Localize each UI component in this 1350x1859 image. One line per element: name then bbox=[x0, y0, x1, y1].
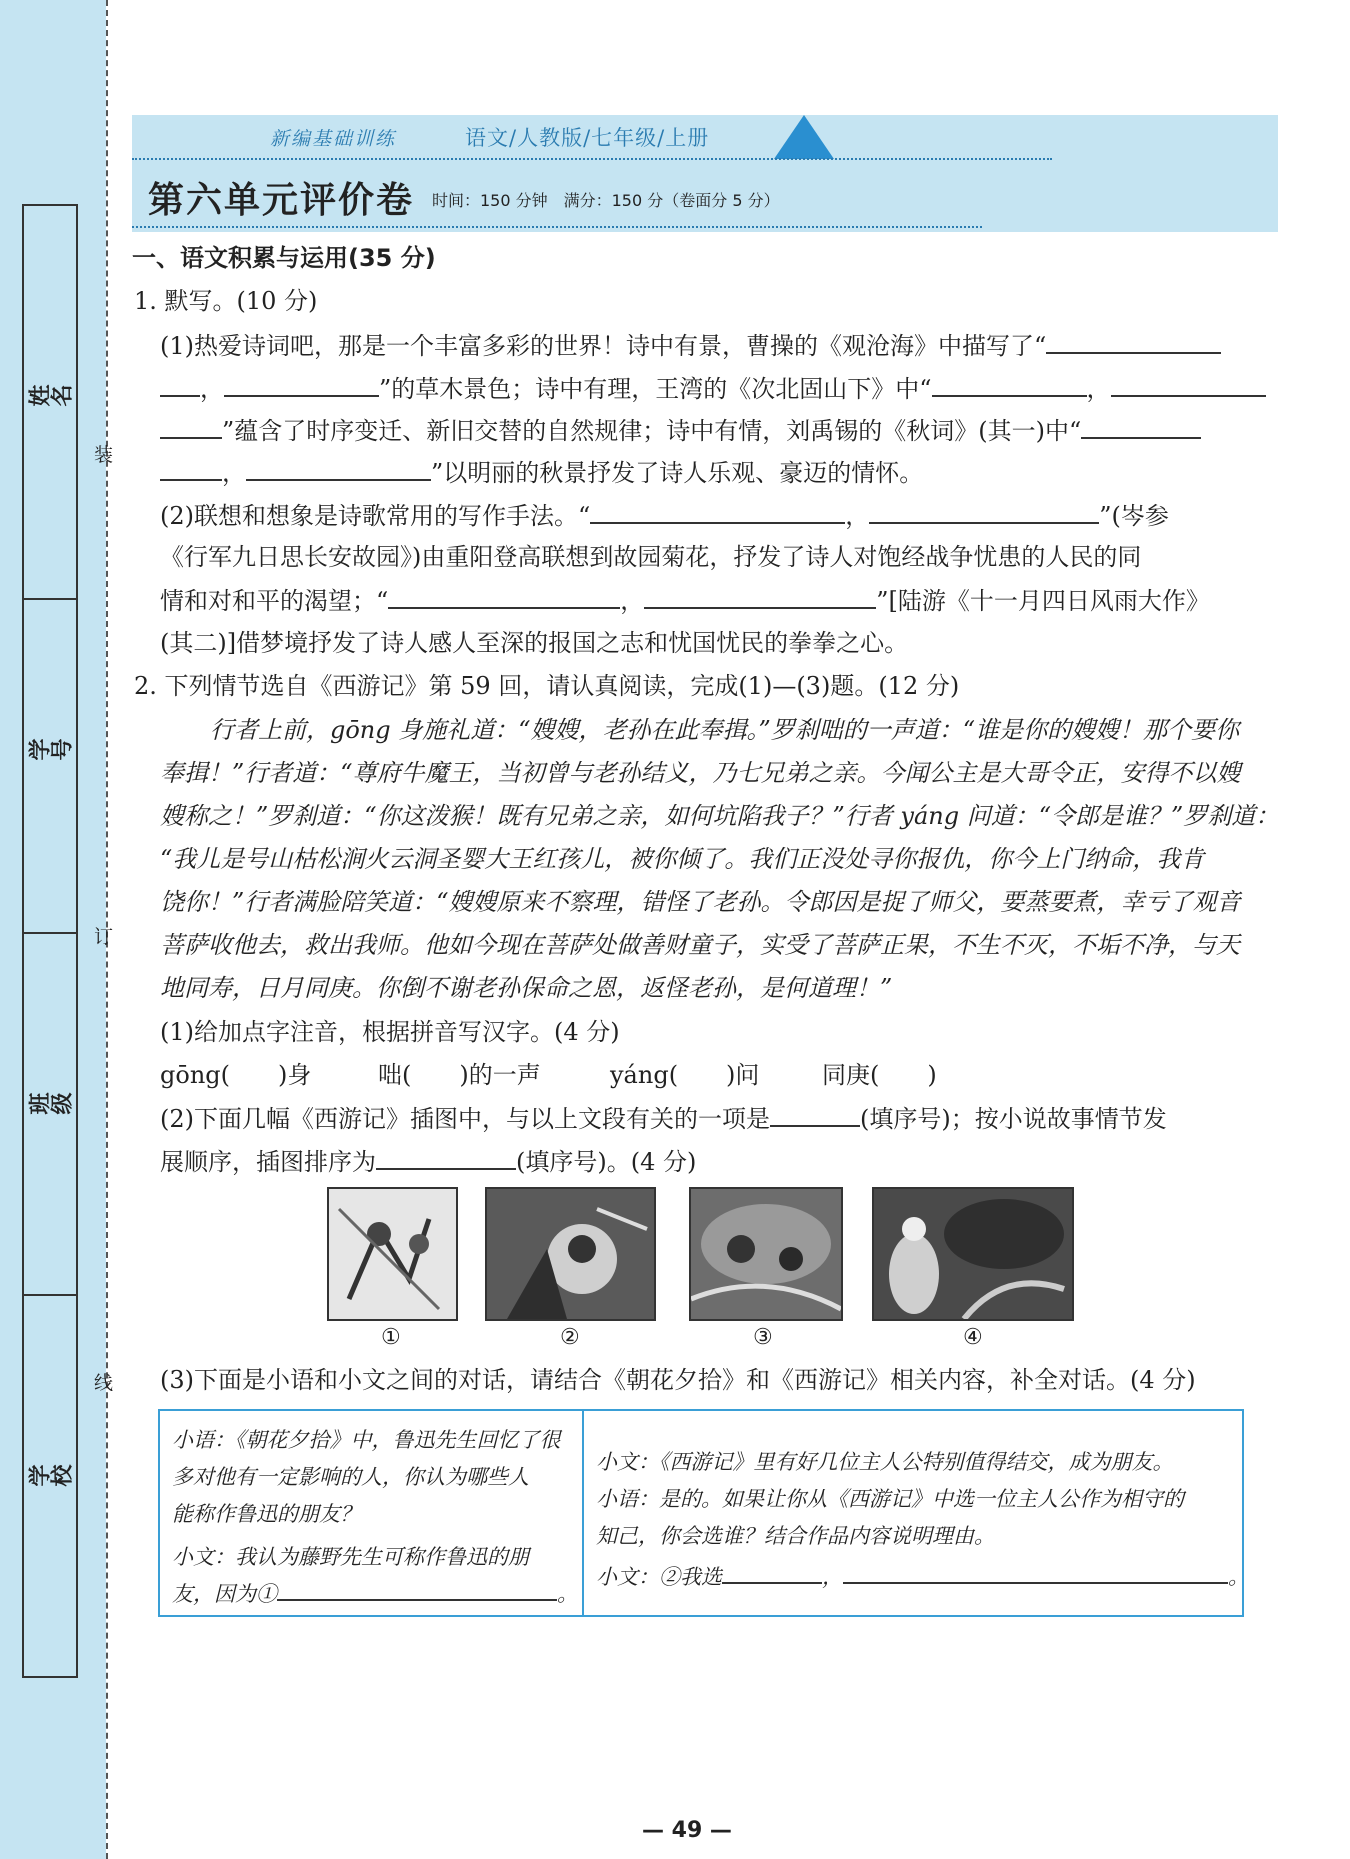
pinyin-item[interactable]: 咄( )的一声 bbox=[378, 1061, 541, 1089]
q1-line-4: ， ”以明丽的秋景抒发了诗人乐观、豪迈的情怀。 bbox=[160, 457, 923, 488]
answer-blank[interactable] bbox=[160, 373, 200, 397]
pinyin-item[interactable]: yáng( )问 bbox=[610, 1061, 760, 1089]
dialog-line: 多对他有一定影响的人，你认为哪些人 bbox=[172, 1465, 529, 1489]
passage-line: 奉揖！”行者道：“尊府牛魔王，当初曾与老孙结义，乃七兄弟之亲。今闻公主是大哥令正，安得不以嫂 bbox=[160, 759, 1241, 787]
series-name: 新编基础训练 bbox=[270, 128, 397, 150]
dialog-line: 小语：《朝花夕拾》中，鲁迅先生回忆了很 bbox=[172, 1428, 561, 1452]
school-label: 学校 bbox=[28, 1465, 72, 1490]
answer-blank[interactable] bbox=[388, 585, 620, 609]
dialogue-divider bbox=[582, 1409, 584, 1615]
q1-line-1: (1)热爱诗词吧，那是一个丰富多彩的世界！诗中有景，曹操的《观沧海》中描写了“ bbox=[160, 330, 1221, 361]
answer-blank[interactable] bbox=[1081, 415, 1201, 439]
exam-meta: 时间：150 分钟 满分：150 分（卷面分 5 分） bbox=[432, 191, 780, 210]
dialog-line: 知己，你会选谁？结合作品内容说明理由。 bbox=[596, 1524, 995, 1548]
sub-question-2-line-2: 展顺序，插图排序为 (填序号)。(4 分) bbox=[160, 1148, 697, 1176]
dialog-line: 小文：我认为藤野先生可称作鲁迅的朋 bbox=[172, 1545, 529, 1569]
answer-blank[interactable] bbox=[1046, 330, 1221, 354]
dialog-line: 能称作鲁迅的朋友？ bbox=[172, 1502, 361, 1526]
dialog-line: 小语：是的。如果让你从《西游记》中选一位主人公作为相守的 bbox=[596, 1487, 1184, 1511]
q1-line-2: ， ”的草木景色；诗中有理，王湾的《次北固山下》中“ ， bbox=[160, 373, 1266, 404]
pinyin-item[interactable]: 同庚( ) bbox=[822, 1061, 937, 1089]
passage-line: “我儿是号山枯松涧火云洞圣婴大王红孩儿，被你倾了。我们正没处寻你报仇，你今上门纳命，我肯 bbox=[160, 845, 1205, 873]
answer-blank[interactable] bbox=[869, 500, 1099, 524]
figure-label: ④ bbox=[963, 1325, 983, 1350]
figure-label: ③ bbox=[753, 1325, 773, 1350]
question-2-heading: 2. 下列情节选自《西游记》第 59 回，请认真阅读，完成(1)—(3)题。(12 分) bbox=[134, 672, 960, 700]
pinyin-item[interactable]: gōng( )身 bbox=[160, 1061, 312, 1089]
answer-blank[interactable] bbox=[376, 1146, 516, 1170]
q1-line-8: (其二)]借梦境抒发了诗人感人至深的报国之志和忧国忧民的拳拳之心。 bbox=[160, 629, 909, 657]
binding-mark: 线 bbox=[94, 1372, 114, 1394]
answer-blank[interactable] bbox=[246, 457, 431, 481]
answer-blank[interactable] bbox=[644, 585, 876, 609]
illustration-1 bbox=[327, 1187, 458, 1321]
student-info-table bbox=[22, 204, 78, 1678]
page-title: 第六单元评价卷 bbox=[148, 180, 415, 221]
passage-line: 嫂称之！”罗刹道：“你这泼猴！既有兄弟之亲，如何坑陷我子？”行者 yáng 问道：“令郎是谁？”罗刹道： bbox=[160, 802, 1280, 830]
answer-blank[interactable] bbox=[1111, 373, 1266, 397]
answer-blank[interactable] bbox=[224, 373, 379, 397]
name-field[interactable] bbox=[24, 206, 76, 600]
illustration-4 bbox=[872, 1187, 1074, 1321]
answer-blank[interactable] bbox=[843, 1564, 1228, 1584]
header-divider bbox=[132, 158, 1052, 160]
illustration-3 bbox=[689, 1187, 843, 1321]
answer-blank[interactable] bbox=[770, 1103, 860, 1127]
subject-label: 语文/人教版/七年级/上册 bbox=[465, 126, 710, 150]
passage-line: 菩萨收他去，救出我师。他如今现在菩萨处做善财童子，实受了菩萨正果，不生不灭，不垢不净，与天 bbox=[160, 931, 1240, 959]
answer-blank[interactable] bbox=[932, 373, 1087, 397]
answer-blank[interactable] bbox=[722, 1564, 822, 1584]
class-label: 班级 bbox=[28, 1093, 72, 1118]
page-number: — 49 — bbox=[642, 1818, 732, 1843]
illustration-2 bbox=[485, 1187, 656, 1321]
q1-line-5: (2)联想和想象是诗歌常用的写作手法。“ ， ”(岑参 bbox=[160, 502, 1169, 530]
answer-blank[interactable] bbox=[590, 500, 845, 524]
q1-line-6: 《行军九日思长安故园》)由重阳登高联想到故园菊花，抒发了诗人对饱经战争忧患的人民的同 bbox=[160, 543, 1142, 571]
passage-line: 行者上前，gōng 身施礼道：“嫂嫂，老孙在此奉揖。”罗刹咄的一声道：“谁是你的嫂嫂！那个要你 bbox=[210, 716, 1240, 744]
binding-mark: 装 bbox=[94, 444, 114, 466]
name-label: 姓名 bbox=[28, 385, 72, 410]
class-field[interactable] bbox=[24, 934, 76, 1296]
passage-line: 地同寿，日月同庚。你倒不谢老孙保命之恩，返怪老孙，是何道理！” bbox=[160, 974, 893, 1002]
section-heading: 一、语文积累与运用(35 分) bbox=[132, 244, 436, 272]
figure-label: ① bbox=[381, 1325, 401, 1350]
question-1-heading: 1. 默写。(10 分) bbox=[134, 287, 318, 315]
sub-question-1: (1)给加点字注音，根据拼音写汉字。(4 分) bbox=[160, 1018, 620, 1046]
dialog-line: 小文：《西游记》里有好几位主人公特别值得结交，成为朋友。 bbox=[596, 1450, 1174, 1474]
answer-blank[interactable] bbox=[160, 415, 222, 439]
dialog-line: 友，因为① 。 bbox=[172, 1582, 578, 1606]
school-field[interactable] bbox=[24, 1296, 76, 1674]
q1-line-3: ”蕴含了时序变迁、新旧交替的自然规律；诗中有情，刘禹锡的《秋词》(其一)中“ bbox=[160, 415, 1201, 446]
sub-question-2-line-1: (2)下面几幅《西游记》插图中，与以上文段有关的一项是 (填序号)；按小说故事情节发 bbox=[160, 1105, 1167, 1133]
sub-question-3: (3)下面是小语和小文之间的对话，请结合《朝花夕拾》和《西游记》相关内容，补全对话。(4 分) bbox=[160, 1366, 1196, 1394]
triangle-icon bbox=[774, 115, 834, 159]
answer-blank[interactable] bbox=[160, 457, 222, 481]
figure-label: ② bbox=[560, 1325, 580, 1350]
dialog-line: 小文：②我选 ， 。 bbox=[596, 1565, 1249, 1589]
student-id-label: 学号 bbox=[28, 739, 72, 764]
student-id-field[interactable] bbox=[24, 600, 76, 934]
binding-mark: 订 bbox=[94, 926, 114, 948]
header-divider bbox=[132, 226, 982, 228]
passage-line: 饶你！”行者满脸陪笑道：“嫂嫂原来不察理，错怪了老孙。令郎因是捉了师父，要蒸要煮，幸亏了观音 bbox=[160, 888, 1241, 916]
answer-blank[interactable] bbox=[277, 1581, 557, 1601]
q1-line-7: 情和对和平的渴望；“ ， ”[陆游《十一月四日风雨大作》 bbox=[160, 587, 1210, 615]
